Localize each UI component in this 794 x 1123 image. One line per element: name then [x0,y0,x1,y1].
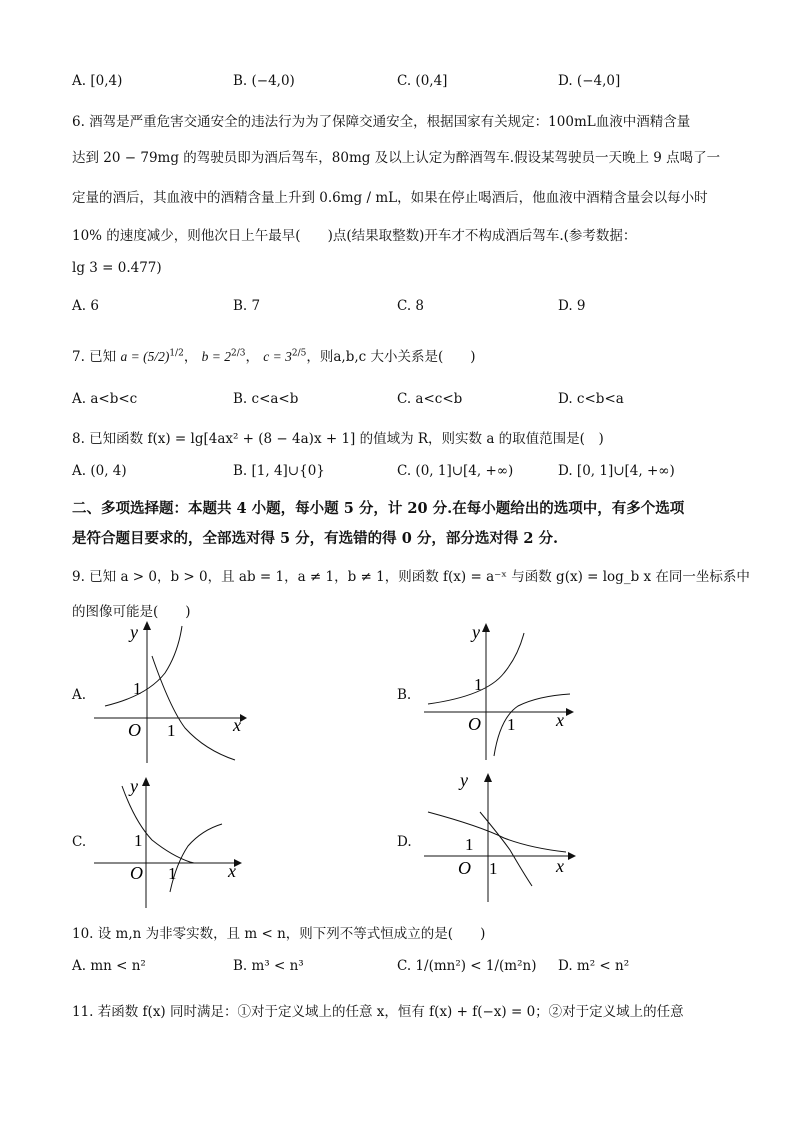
q7-prefix: 7. 已知 [72,349,117,365]
graph-d-x-label: x [556,856,564,876]
graph-d-origin: O [458,858,471,878]
q6-line-3: 定量的酒后，其血液中的酒精含量上升到 0.6mg / mL，如果在停止喝酒后，他血液中酒精含量会以每小时 [72,190,708,206]
q6-option-d: D. 9 [558,298,586,314]
graph-b [420,618,580,768]
q6-line-5: lg 3 = 0.477) [72,260,162,276]
q10-option-a: A. mn < n² [72,958,146,974]
graph-b-label: B. [397,687,412,703]
graph-b-x-label: x [556,710,564,730]
q8-stem: 8. 已知函数 f(x) = lg[4ax² + (8 − 4a)x + 1] 的值域为 R，则实数 a 的取值范围是( ) [72,431,604,447]
q10-stem: 10. 设 m,n 为非零实数，且 m < n，则下列不等式恒成立的是( ) [72,926,486,942]
graph-d-one-x: 1 [489,859,498,878]
q10-option-b: B. m³ < n³ [233,958,304,974]
q5-option-b: B. (−4,0) [233,73,295,89]
graph-b-origin: O [468,714,481,734]
q7-suffix: ，则a,b,c 大小关系是( ) [306,349,476,365]
q6-option-c: C. 8 [397,298,425,314]
q9-line-2: 的图像可能是( ) [72,604,191,620]
graph-c-x-label: x [228,861,236,881]
q7-b-exp: 2/3 [230,348,246,359]
graph-d [420,768,580,912]
graph-c-y-label: y [130,776,138,796]
q5-option-d: D. (−4,0] [558,73,621,89]
graph-a-y-label: y [130,622,138,642]
section-2-heading-line-2: 是符合题目要求的，全部选对得 5 分，有选错的得 0 分，部分选对得 2 分. [72,530,559,547]
q5-option-a: A. [0,4) [72,73,123,89]
q8-option-d: D. [0, 1]∪[4, +∞) [558,463,675,479]
graph-d-y-label: y [460,770,468,790]
graph-c [90,772,250,912]
graph-c-one-y: 1 [134,831,143,850]
graph-b-y-label: y [472,622,480,642]
q7-a-exp: 1/2 [169,348,184,359]
q6-option-a: A. 6 [72,298,99,314]
graph-d-one-y: 1 [465,835,474,854]
graph-b-one-x: 1 [507,715,516,734]
q10-option-c: C. 1/(mn²) < 1/(m²n) [397,958,537,974]
q8-option-a: A. (0, 4) [72,463,127,479]
q7-option-b: B. c<a<b [233,391,299,407]
q7-option-d: D. c<b<a [558,391,624,407]
section-2-heading-line-1: 二、多项选择题：本题共 4 小题，每小题 5 分，计 20 分.在每小题给出的选项中，有多个选项 [72,500,685,517]
q6-line-2: 达到 20 − 79mg 的驾驶员即为酒后驾车，80mg 及以上认定为醉酒驾车.假设某驾驶员一天晚上 9 点喝了一 [72,150,721,166]
graph-a-x-label: x [233,715,241,735]
graph-a-one-x: 1 [167,721,176,740]
q7-c-expr: c = 3 [263,349,292,364]
q7-c-exp: 2/5 [291,348,307,359]
q5-option-c: C. (0,4] [397,73,448,89]
q6-line-1: 6. 酒驾是严重危害交通安全的违法行为为了保障交通安全，根据国家有关规定：100mL血液中酒精含量 [72,114,691,130]
graph-c-label: C. [72,834,87,850]
q6-line-4: 10% 的速度减少，则他次日上午最早( )点(结果取整数)开车才不构成酒后驾车.(参考数据： [72,228,637,244]
graph-a-one-y: 1 [133,679,142,698]
q9-line-1: 9. 已知 a > 0，b > 0，且 ab = 1，a ≠ 1，b ≠ 1，则函数 f(x) = a⁻ˣ 与函数 g(x) = log_b x 在同一坐标系中 [72,569,750,585]
graph-c-one-x: 1 [168,864,177,883]
graph-d-label: D. [397,834,412,850]
q8-option-c: C. (0, 1]∪[4, +∞) [397,463,514,479]
q7-option-a: A. a<b<c [72,391,138,407]
q7-a-expr: a = (5/2) [120,349,170,364]
q10-option-d: D. m² < n² [558,958,630,974]
q11-line-1: 11. 若函数 f(x) 同时满足：①对于定义域上的任意 x，恒有 f(x) + f(−x) = 0；②对于定义域上的任意 [72,1004,684,1020]
q8-option-b: B. [1, 4]∪{0} [233,463,325,479]
q7-option-c: C. a<c<b [397,391,463,407]
graph-b-one-y: 1 [474,675,483,694]
q7-b-expr: b = 2 [201,349,231,364]
q6-option-b: B. 7 [233,298,261,314]
graph-c-origin: O [130,863,143,883]
graph-a-label: A. [72,687,87,703]
q7-stem: 7. 已知 $a = (5/2)^{1/2}$， $b = 2^{2/3}$， $c = 3^{2/5}$，则a,b,c 大小关系是( ) [72,348,476,365]
graph-a [90,618,250,768]
graph-a-origin: O [128,720,141,740]
